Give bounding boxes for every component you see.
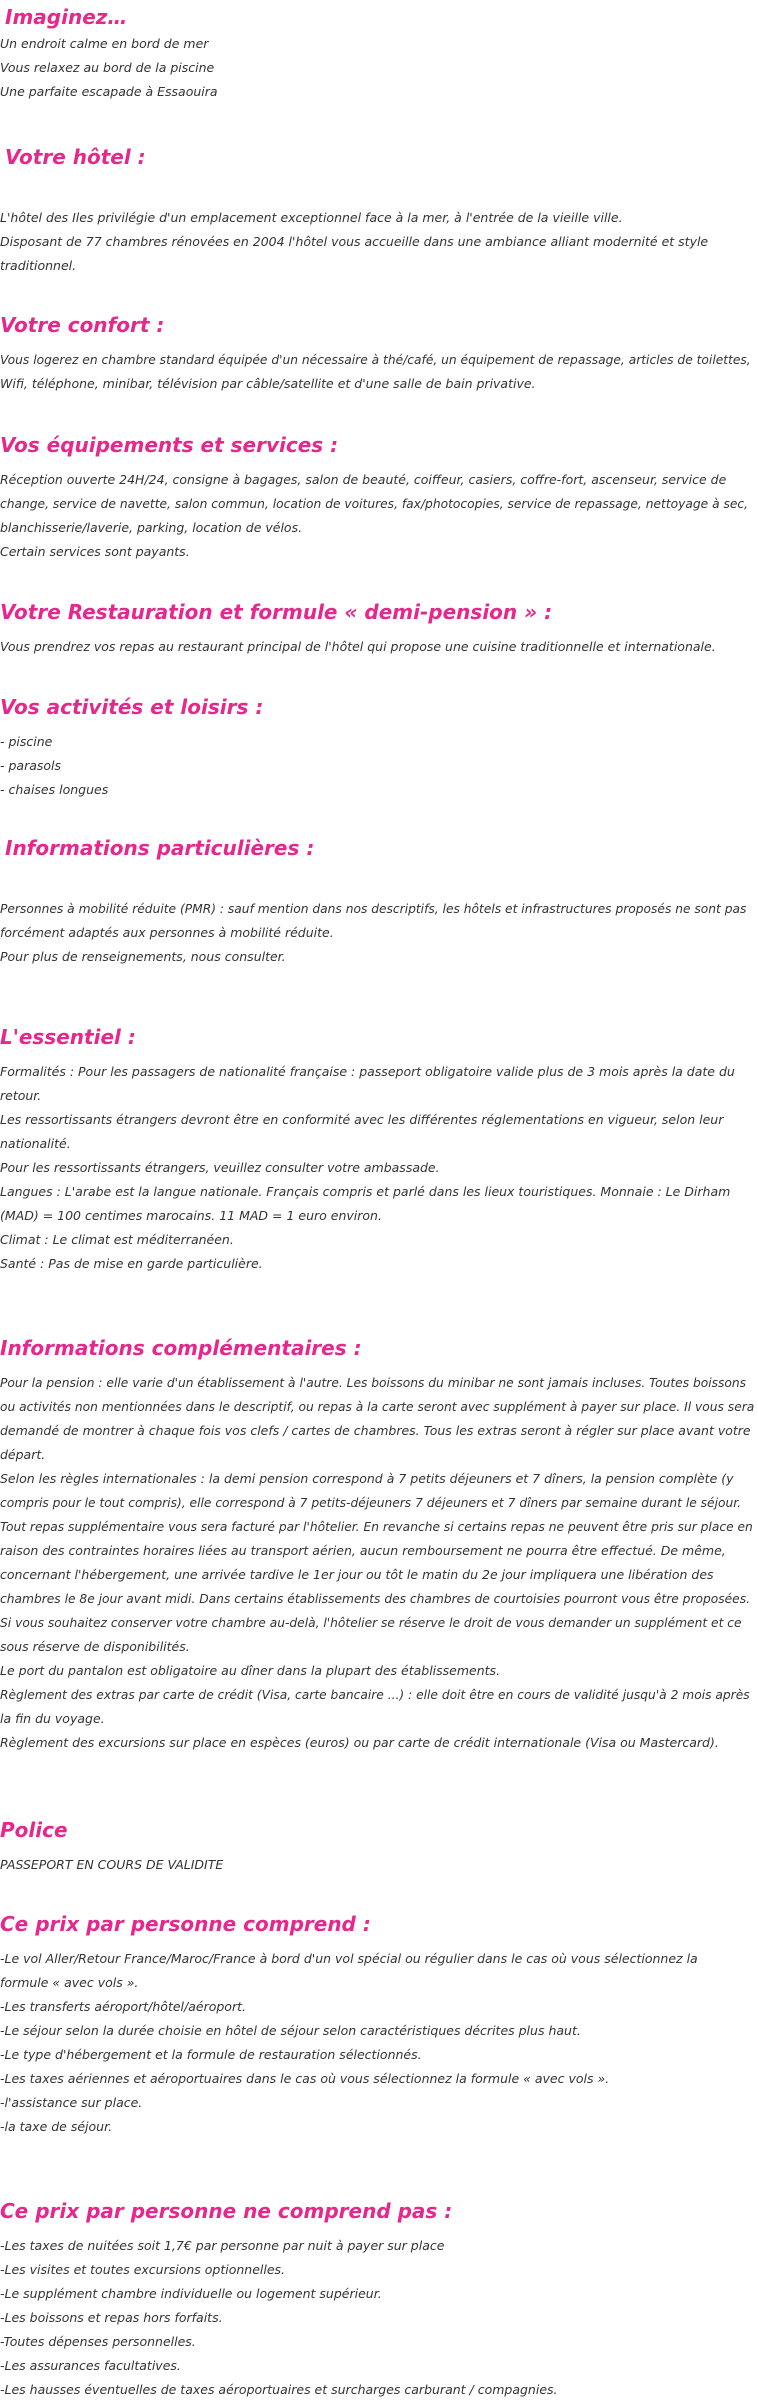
text-line: Pour la pension : elle varie d'un établissement à l'autre. Les boissons du minibar ne sont jamais incluses. Toutes boissons [0, 1376, 747, 1390]
list-item: -Les taxes aériennes et aéroportuaires dans le cas où vous sélectionnez la formule « avec vols ». [0, 2071, 610, 2086]
list-item: - parasols [0, 758, 62, 773]
text-line: Réception ouverte 24H/24, consigne à bagages, salon de beauté, coiffeur, casiers, coffre-fort, ascenseur, service de [0, 472, 727, 487]
text-line: Le port du pantalon est obligatoire au dîner dans la plupart des établissements. [0, 1663, 501, 1678]
text-line: raison des contraintes horaires liées au transport aérien, aucun remboursement ne pourra être effectué. De même, [0, 1543, 726, 1558]
text-line: change, service de navette, salon commun, location de voitures, fax/photocopies, service de repassage, nettoyage à sec, [0, 497, 749, 511]
text-line: Disposant de 77 chambres rénovées en 2004 l'hôtel vous accueille dans une ambiance alliant modernité et style [0, 234, 709, 249]
list-item: -Le type d'hébergement et la formule de restauration sélectionnés. [0, 2047, 422, 2062]
text-line: Climat : Le climat est méditerranéen. [0, 1232, 234, 1247]
text-line: Pour les ressortissants étrangers, veuillez consulter votre ambassade. [0, 1160, 440, 1175]
text-line: Les ressortissants étrangers devront être en conformité avec les différentes réglementations en vigueur, selon leur [0, 1112, 724, 1127]
section-imaginez [0, 2, 754, 104]
section-essentiel [0, 1022, 754, 1276]
text-line: nationalité. [0, 1136, 71, 1151]
text-line: Tout repas supplémentaire vous sera facturé par l'hôtelier. En revanche si certains repas ne peuvent être pris sur place en [0, 1520, 753, 1534]
list-item: -Les visites et toutes excursions optionnelles. [0, 2262, 286, 2277]
section-title-prix-comprend: Ce prix par personne comprend : [0, 1912, 371, 1936]
section-police [0, 1815, 754, 1877]
list-item: -Le supplément chambre individuelle ou logement supérieur. [0, 2286, 382, 2301]
text-line: retour. [0, 1088, 42, 1103]
list-item: -Le séjour selon la durée choisie en hôtel de séjour selon caractéristiques décrites plus haut. [0, 2023, 581, 2038]
section-title-imaginez: Imaginez… [5, 5, 128, 29]
text-line: demandé de montrer à chaque fois vos clefs / cartes de chambres. Tous les extras seront à régler sur place avant votre [0, 1423, 751, 1438]
section-prix-comprend [0, 1909, 754, 2139]
text-line: (MAD) = 100 centimes marocains. 11 MAD = 1 euro environ. [0, 1208, 382, 1223]
text-line: Formalités : Pour les passagers de nationalité française : passeport obligatoire valide plus de 3 mois après la date du [0, 1064, 735, 1079]
text-line: Selon les règles internationales : la demi pension correspond à 7 petits déjeuners et 7 dîners, la pension complète (y [0, 1471, 734, 1486]
text-line: chambres le 8e jour avant midi. Dans certains établissements des chambres de courtoisies pourront vous être proposées. [0, 1592, 750, 1606]
text-line: forcément adaptés aux personnes à mobilité réduite. [0, 925, 334, 940]
list-item: -Les taxes de nuitées soit 1,7€ par personne par nuit à payer sur place [0, 2238, 445, 2253]
text-line: concernant l'hébergement, une arrivée tardive le 1er jour ou tôt le matin du 2e jour impliquera une libération des [0, 1567, 714, 1582]
section-activites [0, 692, 754, 802]
section-title-essentiel: L'essentiel : [0, 1025, 136, 1049]
text-line: Vous logerez en chambre standard équipée d'un nécessaire à thé/café, un équipement de repassage, articles de toilettes, [0, 353, 751, 367]
section-hotel [0, 142, 754, 172]
list-item: -Les boissons et repas hors forfaits. [0, 2310, 223, 2325]
text-line: Personnes à mobilité réduite (PMR) : sauf mention dans nos descriptifs, les hôtels et infrastructures proposés ne sont pas [0, 902, 747, 916]
text-line: sous réserve de disponibilités. [0, 1639, 190, 1654]
section-confort [0, 310, 754, 396]
text-line: ou activités non mentionnées dans le descriptif, ou repas à la carte seront avec supplément à payer sur place. Il vous sera [0, 1400, 755, 1414]
text-line: Règlement des extras par carte de crédit (Visa, carte bancaire ...) : elle doit être en cours de validité jusqu'à 2 mois après [0, 1688, 750, 1702]
list-item: -Toutes dépenses personnelles. [0, 2334, 196, 2349]
section-equipements [0, 430, 754, 564]
section-title-infos-complementaires: Informations complémentaires : [0, 1336, 362, 1360]
text-line: Vous prendrez vos repas au restaurant principal de l'hôtel qui propose une cuisine traditionnelle et internationale. [0, 639, 716, 654]
section-title-hotel: Votre hôtel : [5, 145, 146, 169]
section-infos-complementaires [0, 1333, 754, 1755]
text-line: traditionnel. [0, 258, 77, 273]
text-line: Vous relaxez au bord de la piscine [0, 60, 215, 75]
section-title-confort: Votre confort : [0, 313, 165, 337]
text-line: Santé : Pas de mise en garde particulière. [0, 1256, 263, 1271]
section-title-police: Police [0, 1818, 68, 1842]
section-infos-particulieres [0, 833, 754, 863]
text-line: Langues : L'arabe est la langue nationale. Français compris et parlé dans les lieux touristiques. Monnaie : Le Dirham [0, 1184, 731, 1199]
section-title-equipements: Vos équipements et services : [0, 433, 339, 457]
section-title-restauration: Votre Restauration et formule « demi-pension » : [0, 600, 553, 624]
text-line: Un endroit calme en bord de mer [0, 36, 209, 51]
text-line: départ. [0, 1447, 46, 1462]
section-body-hotel [0, 206, 754, 278]
section-title-infos-particulieres: Informations particulières : [5, 836, 315, 860]
section-title-prix-ne-comprend-pas: Ce prix par personne ne comprend pas : [0, 2199, 453, 2223]
section-restauration [0, 597, 754, 659]
section-body-infos-particulieres [0, 897, 754, 969]
list-item: -Les assurances facultatives. [0, 2358, 181, 2373]
list-item: -Les hausses éventuelles de taxes aéroportuaires et surcharges carburant / compagnies. [0, 2382, 558, 2397]
list-item: -la taxe de séjour. [0, 2119, 113, 2134]
text-line: la fin du voyage. [0, 1711, 105, 1726]
text-line: blanchisserie/laverie, parking, location de vélos. [0, 520, 303, 535]
section-prix-ne-comprend-pas [0, 2196, 754, 2402]
list-item: - piscine [0, 734, 53, 749]
text-line: PASSEPORT EN COURS DE VALIDITE [0, 1857, 224, 1872]
text-line: Règlement des excursions sur place en espèces (euros) ou par carte de crédit internationale (Visa ou Mastercard). [0, 1735, 719, 1750]
list-item: formule « avec vols ». [0, 1975, 139, 1990]
list-item: -Le vol Aller/Retour France/Maroc/France à bord d'un vol spécial ou régulier dans le cas où vous sélectionnez la [0, 1951, 698, 1966]
list-item: - chaises longues [0, 782, 109, 797]
text-line: compris pour le tout compris), elle correspond à 7 petits-déjeuners 7 déjeuners et 7 dîners par semaine durant le séjour. [0, 1496, 742, 1510]
list-item: -Les transferts aéroport/hôtel/aéroport. [0, 1999, 246, 2014]
section-title-activites: Vos activités et loisirs : [0, 695, 264, 719]
text-line: Wifi, téléphone, minibar, télévision par câble/satellite et d'une salle de bain privative. [0, 376, 536, 391]
text-line: Pour plus de renseignements, nous consulter. [0, 949, 286, 964]
text-line: L'hôtel des Iles privilégie d'un emplacement exceptionnel face à la mer, à l'entrée de la vieille ville. [0, 210, 623, 225]
list-item: -l'assistance sur place. [0, 2095, 143, 2110]
section-body-imaginez [0, 32, 754, 104]
text-line: Une parfaite escapade à Essaouira [0, 84, 218, 99]
text-line: Certain services sont payants. [0, 544, 190, 559]
text-line: Si vous souhaitez conserver votre chambre au-delà, l'hôtelier se réserve le droit de vous demander un supplément et ce [0, 1616, 742, 1630]
